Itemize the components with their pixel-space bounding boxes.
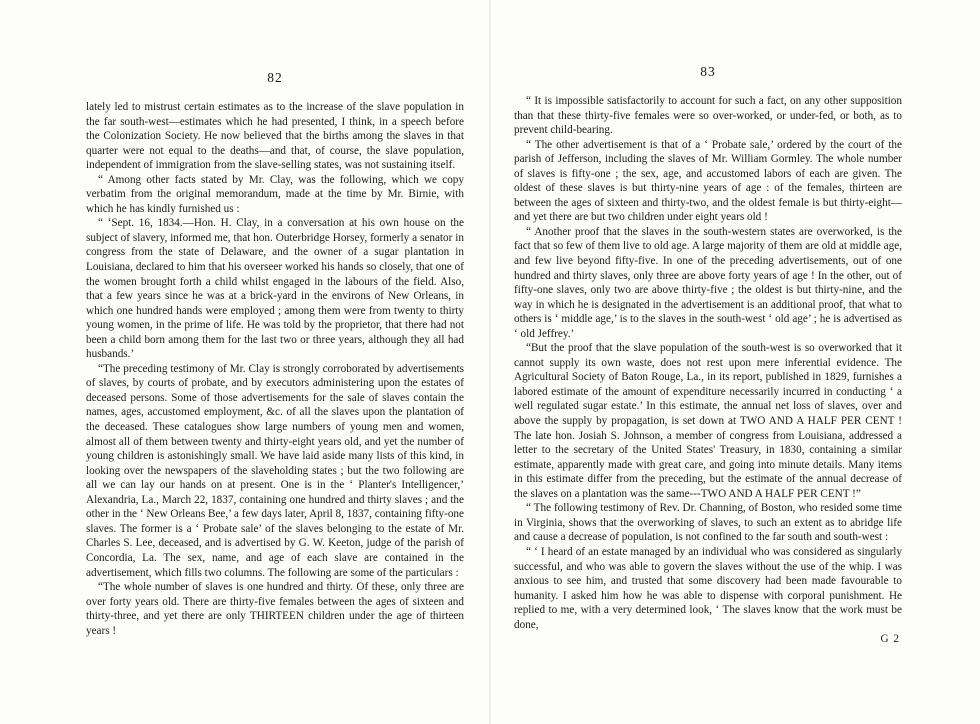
paragraph: “ It is impossible satisfactorily to account for such a fact, on any other supposition than that these thirty-five females were so over-worked, or under-fed, or both, as to prevent child-bearing. bbox=[514, 95, 902, 137]
paragraph: “ Among other facts stated by Mr. Clay, was the following, which we copy verbatim from the original memorandum, made at the time by Mr. Birnie, with which he has kindly furnished us : bbox=[86, 173, 464, 215]
page-number: 82 bbox=[267, 70, 283, 85]
paragraph: lately led to mistrust certain estimates as to the increase of the slave population in the far south-west—estimates which he had presented, I think, in a speech before the Colonization Society. He now believed that the births among the slaves in that quarter were not equal to the deaths—and that, of course, the slave population, independent of immigration from the slave-selling states, was not sustaining itself. bbox=[86, 101, 464, 172]
paragraph: “But the proof that the slave population of the south-west is so overworked that it cannot supply its own waste, does not rest upon mere inferential evidence. The Agricultural Society of Baton Rouge, La., in its report, published in 1829, furnishes a labored estimate of the amount of expenditure necessarily incurred in conducting ‘ a well regulated sugar estate.’ In this estimate, the annual net loss of slaves, over and above the supply by propagation, is set down at TWO AND A HALF PER CENT ! The late hon. Josiah S. Johnson, a member of congress from Louisiana, addressed a letter to the secretary of the United States' Treasury, in 1830, containing a similar estimate, apparently made with great care, and going into minute details. Many items in this estimate differ from the preceding, but the estimate of the annual decrease of the slaves on a plantation was the same---TWO AND A HALF PER CENT !” bbox=[514, 342, 902, 500]
signature-mark: G 2 bbox=[880, 633, 900, 646]
paragraph: “ The other advertisement is that of a ‘ Probate sale,’ ordered by the court of the parish of Jefferson, including the slaves of Mr. William Gormley. The whole number of slaves is fifty-one ; the sex, age, and accustomed labors of each are given. The oldest of these slaves is but thirty-nine years of age : of the females, thirteen are between the ages of sixteen and thirty-two, and the oldest female is but thirty-eight—and yet there are but two children under eight years old ! bbox=[514, 138, 902, 224]
paragraph: “ ‘ I heard of an estate managed by an individual who was considered as singularly successful, and who was able to govern the slaves without the use of the whip. I was anxious to see him, and trusted that some discovery had been made favourable to humanity. I asked him how he was able to dispense with corporal punishment. He replied to me, with a very determined look, ‘ The slaves know that the work must be done, bbox=[514, 545, 902, 631]
page-number: 83 bbox=[700, 64, 716, 79]
paragraph: “ ‘Sept. 16, 1834.—Hon. H. Clay, in a conversation at his own house on the subject of slavery, informed me, that hon. Outerbridge Horsey, formerly a senator in congress from the state of Delaware, and the owner of a sugar plantation in Louisiana, declared to him that his overseer worked his hands so closely, that one of the women brought forth a child whilst engaged in the labours of the field. Also, that a few years since he was at a brick-yard in the environs of New Orleans, in which one hundred hands were employed ; among them were from twenty to thirty young women, in the prime of life. He was told by the proprietor, that there had not been a child born among them for the last two or three years, although they all had husbands.’ bbox=[86, 217, 464, 361]
paragraph: “ The following testimony of Rev. Dr. Channing, of Boston, who resided some time in Virginia, shows that the overworking of slaves, to such an extent as to abridge life and cause a decrease of population, is not confined to the far south and south-west : bbox=[514, 502, 902, 544]
paragraph: “The whole number of slaves is one hundred and thirty. Of these, only three are over forty years old. There are thirty-five females between the ages of sixteen and thirty-three, and yet there are only THIRTEEN children under the age of thirteen years ! bbox=[86, 581, 464, 637]
paragraph: “The preceding testimony of Mr. Clay is strongly corroborated by advertisements of slaves, by courts of probate, and by executors administering upon the estates of deceased persons. Some of those advertisements for the sale of slaves contain the names, ages, accustomed employment, &c. of all the slaves upon the plantation of the deceased. These catalogues show large numbers of young men and women, almost all of them between twenty and thirty-eight years old, and yet the number of young children is astonishingly small. We have laid aside many lists of this kind, in looking over the newspapers of the slaveholding states ; but the two following are all we can lay our hands on at present. One is in the ‘ Planter's Intelligencer,’ Alexandria, La., March 22, 1837, containing one hundred and thirty slaves ; and the other in the ‘ New Orleans Bee,’ a few days later, April 8, 1837, containing fifty-one slaves. The former is a ‘ Probate sale’ of the slaves belonging to the estate of Mr. Charles S. Lee, deceased, and is advertised by G. W. Keeton, judge of the parish of Concordia, La. The sex, name, and age of each slave are contained in the advertisement, which fills two columns. The following are some of the particulars : bbox=[86, 362, 464, 579]
right-page bbox=[490, 0, 980, 724]
paragraph: “ Another proof that the slaves in the south-western states are overworked, is the fact that so few of them live to old age. A large majority of them are old at middle age, and few live beyond fifty-five. In one of the preceding advertisements, out of one hundred and thirty slaves, only three are above forty years of age ! In the other, out of fifty-one slaves, only two are above thirty-five ; the oldest is but thirty-nine, and the way in which he is designated in the advertisement is an additional proof, that what to others is ‘ middle age,’ is to the slaves in the south-west ‘ old age’ ; he is advertised as ‘ old Jeffrey.’ bbox=[514, 225, 902, 340]
